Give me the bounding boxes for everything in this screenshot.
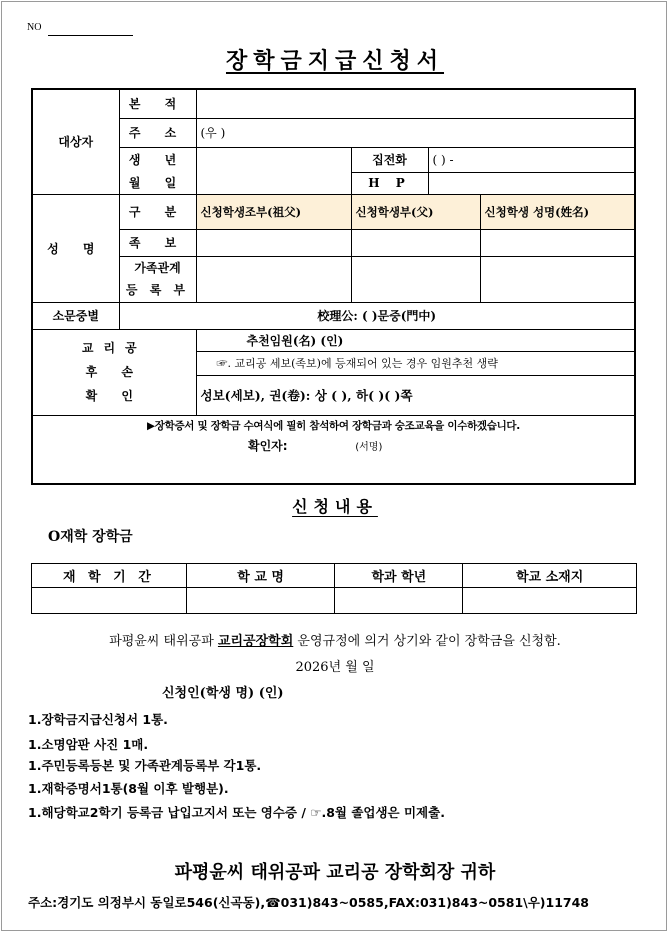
application-statement: 파평윤씨 태위공파 교리공장학회 운영규정에 의거 상기와 같이 장학금을 신청함. [109,634,561,649]
no-label: NO [27,22,42,33]
field-jokbo-student[interactable] [480,229,634,256]
document-item-1: 1.장학금지급신청서 1통. [28,712,168,727]
col-grandfather: 신청학생조부(祖父) [196,194,351,229]
field-home-phone[interactable]: ( ) - [428,147,634,172]
label-home-phone: 집전화 [351,147,428,172]
field-hp[interactable] [428,172,634,194]
section-name: 성 명 [33,194,119,302]
label-category: 구 분 [119,194,196,229]
field-family-student[interactable] [480,256,634,302]
recommender-note: ☞. 교리공 세보(족보)에 등재되어 있는 경우 임원추천 생략 [196,351,634,375]
label-jokbo: 족 보 [119,229,196,256]
field-address[interactable]: (우 ) [196,118,634,147]
field-location[interactable] [463,588,637,614]
confirmer-sign: (서명) [355,441,383,453]
label-birth-2: 월 일 [119,172,196,194]
applicant-form-box [31,88,636,485]
label-hp: H P [351,172,428,194]
confirmer-label: 확인자: [248,438,288,453]
recommender-line[interactable]: 추천임원(名) (인) [196,329,634,351]
pledge-text: ▶장학증서 및 장학금 수여식에 필히 참석하여 장학금과 숭조교육을 이수하겠습니다. [33,415,634,435]
content-title: 신청내용 [292,497,378,516]
header-period: 재 학 기 간 [32,564,187,588]
document-item-3: 1.주민등록등본 및 가족관계등록부 각1통. [28,758,262,773]
header-major-year: 학과 학년 [335,564,463,588]
header-location: 학교 소재지 [463,564,637,588]
scholarship-type: O재학 장학금 [48,529,133,545]
field-school[interactable] [186,588,335,614]
col-student: 신청학생 성명(姓名) [480,194,634,229]
label-birth-1: 생 년 [119,147,196,172]
field-family-grandfather[interactable] [196,256,351,302]
label-somun: 소문중별 [33,302,119,329]
footer-title: 파평윤씨 태위공파 교리공 장학회장 귀하 [174,862,496,883]
field-jokbo-grandfather[interactable] [196,229,351,256]
field-major-year[interactable] [335,588,463,614]
col-father: 신청학생부(父) [351,194,480,229]
no-blank-line [48,35,133,36]
document-item-4: 1.재학증명서1통(8월 이후 발행분). [28,781,229,796]
document-item-2: 1.소명암판 사진 1매. [28,737,149,752]
document-item-5: 1.해당학교2학기 등록금 납입고지서 또는 영수증 / ☞.8월 졸업생은 미제출. [28,805,445,820]
label-address: 주 소 [119,118,196,147]
field-period[interactable] [32,588,187,614]
field-family-father[interactable] [351,256,480,302]
footer-address: 주소:경기도 의정부시 동일로546(신곡동),☎031)843~0585,FAX:031)843~0581\우)11748 [28,895,589,910]
section-applicant: 대상자 [33,90,119,194]
field-birth[interactable] [196,147,351,194]
school-info-table [31,563,637,614]
application-date[interactable]: 2026년 월 일 [295,660,375,675]
label-family-register: 가족관계 등 록 부 [119,256,196,302]
label-bonjeok: 본 적 [119,90,196,118]
section-descendant-confirm: 교리공 후 손 확 인 [33,329,196,415]
applicant-sign[interactable]: 신청인(학생 명) (인) [162,686,284,701]
field-jokbo-father[interactable] [351,229,480,256]
form-title: 장학금지급신청서 [225,48,445,74]
header-school: 학 교 명 [186,564,335,588]
confirmer-row [33,435,634,455]
field-sebo[interactable]: 성보(세보), 권(卷): 상 ( ), 하( )( )쪽 [196,375,634,415]
field-bonjeok[interactable] [196,90,634,118]
field-somun[interactable]: 校理公: ( )문중(門中) [119,302,634,329]
